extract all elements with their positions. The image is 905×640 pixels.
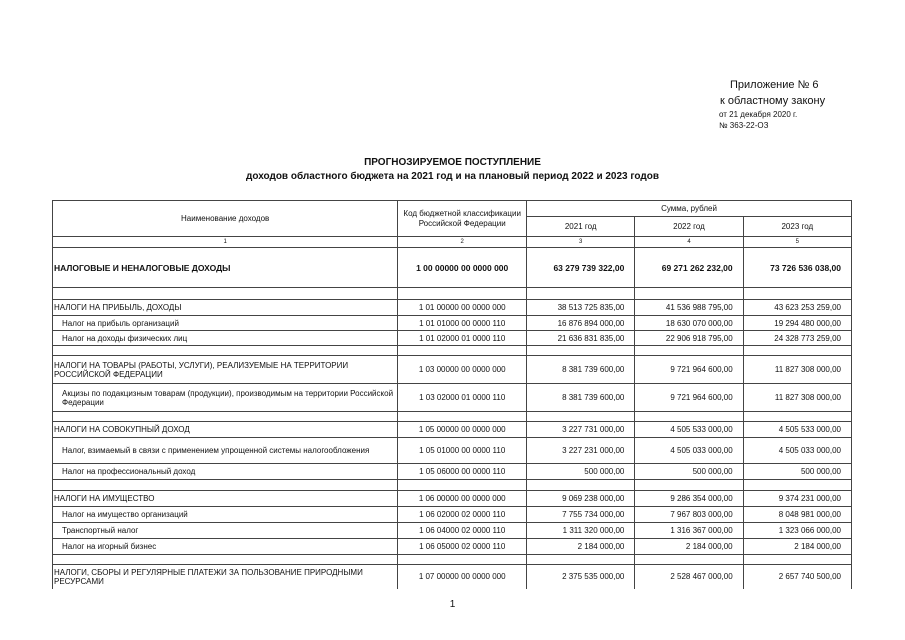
row-code: 1 05 01000 00 0000 110 — [398, 438, 527, 464]
row-value-2022: 7 967 803 000,00 — [635, 507, 743, 523]
document-subtitle: доходов областного бюджета на 2021 год и на плановый период 2022 и 2023 годов — [245, 171, 660, 182]
appendix-number: Приложение № 6 — [730, 79, 819, 91]
row-value-2023: 1 323 066 000,00 — [743, 523, 851, 539]
table-row — [53, 316, 852, 331]
row-name: НАЛОГИ НА ПРИБЫЛЬ, ДОХОДЫ — [53, 300, 398, 316]
spacer-row — [53, 412, 852, 422]
row-value-2021: 500 000,00 — [527, 464, 635, 480]
spacer-row — [53, 346, 852, 356]
row-code: 1 05 00000 00 0000 000 — [398, 422, 527, 438]
row-value-2021: 1 311 320 000,00 — [527, 523, 635, 539]
table-row — [53, 523, 852, 539]
page-number: 1 — [449, 599, 456, 610]
row-value-2021: 3 227 731 000,00 — [527, 422, 635, 438]
table-row — [53, 507, 852, 523]
row-name: Налог на игорный бизнес — [53, 539, 398, 555]
table-row — [53, 331, 852, 346]
table-row — [53, 422, 852, 438]
appendix-date: от 21 декабря 2020 г. — [719, 110, 798, 119]
row-code: 1 07 00000 00 0000 000 — [398, 565, 527, 589]
row-value-2022: 2 184 000,00 — [635, 539, 743, 555]
row-value-2022: 22 906 918 795,00 — [635, 331, 743, 346]
row-code: 1 01 00000 00 0000 000 — [398, 300, 527, 316]
row-value-2023: 4 505 533 000,00 — [743, 422, 851, 438]
row-name: НАЛОГИ НА СОВОКУПНЫЙ ДОХОД — [53, 422, 398, 438]
row-code: 1 06 04000 02 0000 110 — [398, 523, 527, 539]
row-value-2021: 2 375 535 000,00 — [527, 565, 635, 589]
column-number: 4 — [635, 237, 743, 248]
table-row — [53, 248, 852, 288]
row-name: Транспортный налог — [53, 523, 398, 539]
revenue-table — [52, 200, 852, 589]
row-code: 1 06 00000 00 0000 000 — [398, 491, 527, 507]
row-code: 1 06 05000 02 0000 110 — [398, 539, 527, 555]
row-value-2022: 1 316 367 000,00 — [635, 523, 743, 539]
row-code: 1 06 02000 02 0000 110 — [398, 507, 527, 523]
column-number: 2 — [398, 237, 527, 248]
header-code: Код бюджетной классификации Российской Федерации — [398, 201, 527, 237]
table-row — [53, 300, 852, 316]
row-value-2023: 8 048 981 000,00 — [743, 507, 851, 523]
row-value-2022: 9 286 354 000,00 — [635, 491, 743, 507]
row-value-2023: 24 328 773 259,00 — [743, 331, 851, 346]
table-row — [53, 438, 852, 464]
table-row — [53, 565, 852, 589]
header-year-2022: 2022 год — [635, 217, 743, 237]
row-value-2021: 2 184 000,00 — [527, 539, 635, 555]
row-value-2022: 9 721 964 600,00 — [635, 356, 743, 384]
row-value-2021: 8 381 739 600,00 — [527, 384, 635, 412]
table-row — [53, 384, 852, 412]
row-value-2023: 43 623 253 259,00 — [743, 300, 851, 316]
row-name: НАЛОГИ НА ИМУЩЕСТВО — [53, 491, 398, 507]
appendix-block — [0, 0, 905, 140]
header-year-2023: 2023 год — [743, 217, 851, 237]
row-value-2021: 63 279 739 322,00 — [527, 248, 635, 288]
row-value-2021: 9 069 238 000,00 — [527, 491, 635, 507]
row-value-2023: 4 505 033 000,00 — [743, 438, 851, 464]
row-code: 1 01 01000 00 0000 110 — [398, 316, 527, 331]
row-value-2023: 73 726 536 038,00 — [743, 248, 851, 288]
row-code: 1 00 00000 00 0000 000 — [398, 248, 527, 288]
row-name: НАЛОГОВЫЕ И НЕНАЛОГОВЫЕ ДОХОДЫ — [53, 248, 398, 288]
spacer-row — [53, 288, 852, 300]
row-value-2021: 16 876 894 000,00 — [527, 316, 635, 331]
row-value-2021: 38 513 725 835,00 — [527, 300, 635, 316]
row-value-2021: 7 755 734 000,00 — [527, 507, 635, 523]
row-value-2022: 9 721 964 600,00 — [635, 384, 743, 412]
table-header-row — [53, 201, 852, 217]
row-name: Налог на имущество организаций — [53, 507, 398, 523]
row-name: Налог на доходы физических лиц — [53, 331, 398, 346]
row-value-2021: 3 227 231 000,00 — [527, 438, 635, 464]
row-name: НАЛОГИ, СБОРЫ И РЕГУЛЯРНЫЕ ПЛАТЕЖИ ЗА ПОЛЬЗОВАНИЕ ПРИРОДНЫМИ РЕСУРСАМИ — [53, 565, 398, 589]
row-name: НАЛОГИ НА ТОВАРЫ (РАБОТЫ, УСЛУГИ), РЕАЛИЗУЕМЫЕ НА ТЕРРИТОРИИ РОССИЙСКОЙ ФЕДЕРАЦИИ — [53, 356, 398, 384]
row-value-2021: 8 381 739 600,00 — [527, 356, 635, 384]
spacer-row — [53, 480, 852, 491]
row-code: 1 01 02000 01 0000 110 — [398, 331, 527, 346]
row-value-2023: 11 827 308 000,00 — [743, 384, 851, 412]
row-value-2021: 21 636 831 835,00 — [527, 331, 635, 346]
spacer-row — [53, 555, 852, 565]
row-value-2022: 18 630 070 000,00 — [635, 316, 743, 331]
row-name: Акцизы по подакцизным товарам (продукции), производимым на территории Российской Федерации — [53, 384, 398, 412]
header-year-2021: 2021 год — [527, 217, 635, 237]
row-value-2022: 4 505 533 000,00 — [635, 422, 743, 438]
table-row — [53, 464, 852, 480]
row-value-2023: 2 657 740 500,00 — [743, 565, 851, 589]
row-value-2022: 69 271 262 232,00 — [635, 248, 743, 288]
row-value-2023: 11 827 308 000,00 — [743, 356, 851, 384]
column-number: 5 — [743, 237, 851, 248]
row-value-2022: 4 505 033 000,00 — [635, 438, 743, 464]
row-code: 1 05 06000 00 0000 110 — [398, 464, 527, 480]
header-sum: Сумма, рублей — [527, 201, 852, 217]
row-value-2023: 2 184 000,00 — [743, 539, 851, 555]
row-value-2023: 9 374 231 000,00 — [743, 491, 851, 507]
row-code: 1 03 00000 00 0000 000 — [398, 356, 527, 384]
column-number-row — [53, 237, 852, 248]
document-title: ПРОГНОЗИРУЕМОЕ ПОСТУПЛЕНИЕ — [364, 157, 541, 168]
column-number: 1 — [53, 237, 398, 248]
row-value-2023: 19 294 480 000,00 — [743, 316, 851, 331]
appendix-law-ref: к областному закону — [720, 95, 826, 107]
row-code: 1 03 02000 01 0000 110 — [398, 384, 527, 412]
row-value-2022: 500 000,00 — [635, 464, 743, 480]
row-name: Налог на профессиональный доход — [53, 464, 398, 480]
row-value-2022: 41 536 988 795,00 — [635, 300, 743, 316]
row-name: Налог на прибыль организаций — [53, 316, 398, 331]
appendix-law-number: № 363-22-ОЗ — [719, 121, 769, 130]
row-value-2023: 500 000,00 — [743, 464, 851, 480]
column-number: 3 — [527, 237, 635, 248]
header-name: Наименование доходов — [53, 201, 398, 237]
table-row — [53, 356, 852, 384]
table-row — [53, 491, 852, 507]
row-value-2022: 2 528 467 000,00 — [635, 565, 743, 589]
table-row — [53, 539, 852, 555]
row-name: Налог, взимаемый в связи с применением упрощенной системы налогообложения — [53, 438, 398, 464]
